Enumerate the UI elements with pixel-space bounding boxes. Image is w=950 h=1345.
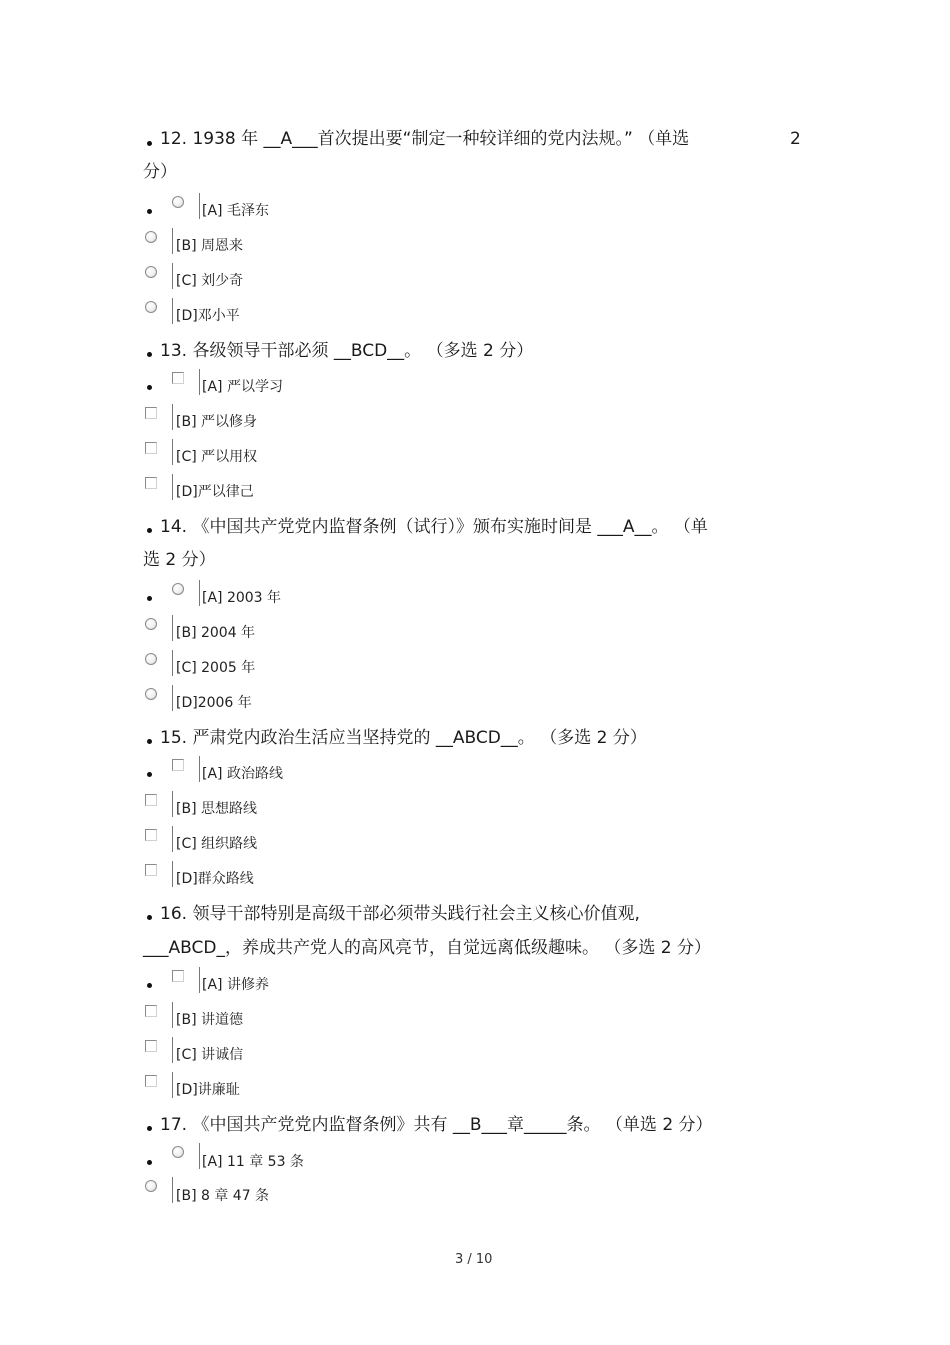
option-q12-b-label: [B] 周恩来 <box>176 238 243 254</box>
option-divider <box>172 439 173 465</box>
radio-q12-b[interactable] <box>145 231 157 243</box>
checkbox-q13-a[interactable] <box>172 372 184 384</box>
radio-q12-c[interactable] <box>145 266 157 278</box>
option-q15-b-label: [B] 思想路线 <box>176 801 257 817</box>
checkbox-q16-b[interactable] <box>145 1005 157 1017</box>
question-16-text: 16. 领导干部特别是高级干部必须带头践行社会主义核心价值观, <box>160 904 640 924</box>
list-bullet <box>147 352 152 357</box>
option-divider <box>172 615 173 641</box>
question-14-text: 14. 《中国共产党党内监督条例（试行）》颁布实施时间是 ___A__。 （单 <box>160 517 708 537</box>
question-17-text: 17. 《中国共产党党内监督条例》共有 __B___章_____条。 （单选 2 分） <box>160 1115 713 1135</box>
question-14-text-line2: 选 2 分） <box>143 550 216 570</box>
option-divider <box>172 650 173 676</box>
option-divider <box>199 369 200 395</box>
option-q12-d-label: [D]邓小平 <box>176 308 240 324</box>
list-bullet <box>147 1126 152 1131</box>
question-13-text: 13. 各级领导干部必须 __BCD__。 （多选 2 分） <box>160 341 534 361</box>
radio-q14-a[interactable] <box>172 583 184 595</box>
option-q16-d-label: [D]讲廉耻 <box>176 1082 240 1098</box>
option-q13-d-label: [D]严以律己 <box>176 484 254 500</box>
list-bullet <box>147 739 152 744</box>
option-divider <box>172 826 173 852</box>
question-16-text-line2: ___ABCD_，养成共产党人的高风亮节，自觉远离低级趣味。 （多选 2 分） <box>143 938 711 958</box>
option-divider <box>172 791 173 817</box>
option-divider <box>172 1177 173 1203</box>
option-divider <box>172 861 173 887</box>
option-q14-d-label: [D]2006 年 <box>176 695 252 711</box>
option-divider <box>172 1072 173 1098</box>
option-q15-a-label: [A] 政治路线 <box>202 766 283 782</box>
checkbox-q16-c[interactable] <box>145 1040 157 1052</box>
radio-q14-d[interactable] <box>145 688 157 700</box>
radio-q17-a[interactable] <box>172 1146 184 1158</box>
option-q17-b-label: [B] 8 章 47 条 <box>176 1188 270 1204</box>
option-q12-a-label: [A] 毛泽东 <box>202 203 269 219</box>
list-bullet <box>147 528 152 533</box>
checkbox-q13-b[interactable] <box>145 407 157 419</box>
radio-q14-c[interactable] <box>145 653 157 665</box>
option-q16-a-label: [A] 讲修养 <box>202 977 269 993</box>
option-q16-c-label: [C] 讲诚信 <box>176 1047 244 1063</box>
option-divider <box>172 298 173 324</box>
option-divider <box>172 263 173 289</box>
checkbox-q15-b[interactable] <box>145 794 157 806</box>
checkbox-q13-c[interactable] <box>145 442 157 454</box>
option-q16-b-label: [B] 讲道德 <box>176 1012 243 1028</box>
radio-q14-b[interactable] <box>145 618 157 630</box>
option-divider <box>199 967 200 993</box>
option-q15-d-label: [D]群众路线 <box>176 871 254 887</box>
checkbox-q15-d[interactable] <box>145 864 157 876</box>
page-number: 3 / 10 <box>455 1252 493 1267</box>
option-q15-c-label: [C] 组织路线 <box>176 836 258 852</box>
list-bullet <box>147 1160 152 1165</box>
list-bullet <box>147 772 152 777</box>
option-q14-c-label: [C] 2005 年 <box>176 660 256 676</box>
option-q13-c-label: [C] 严以用权 <box>176 449 258 465</box>
list-bullet <box>147 596 152 601</box>
option-divider <box>199 193 200 219</box>
list-bullet <box>147 141 152 146</box>
option-divider <box>199 580 200 606</box>
option-q13-a-label: [A] 严以学习 <box>202 379 283 395</box>
option-divider <box>199 756 200 782</box>
radio-q12-a[interactable] <box>172 196 184 208</box>
option-q13-b-label: [B] 严以修身 <box>176 414 257 430</box>
option-divider <box>199 1143 200 1169</box>
question-12-score: 2 <box>790 129 801 149</box>
option-q14-b-label: [B] 2004 年 <box>176 625 256 641</box>
checkbox-q13-d[interactable] <box>145 477 157 489</box>
list-bullet <box>147 385 152 390</box>
checkbox-q16-d[interactable] <box>145 1075 157 1087</box>
question-15-text: 15. 严肃党内政治生活应当坚持党的 __ABCD__。 （多选 2 分） <box>160 728 647 748</box>
radio-q12-d[interactable] <box>145 301 157 313</box>
list-bullet <box>147 983 152 988</box>
checkbox-q15-c[interactable] <box>145 829 157 841</box>
option-q17-a-label: [A] 11 章 53 条 <box>202 1154 304 1170</box>
list-bullet <box>147 209 152 214</box>
option-divider <box>172 228 173 254</box>
list-bullet <box>147 915 152 920</box>
option-divider <box>172 1002 173 1028</box>
option-q14-a-label: [A] 2003 年 <box>202 590 282 606</box>
question-12-text: 12. 1938 年 __A___首次提出要“制定一种较详细的党内法规。” （单选 <box>160 129 690 149</box>
option-divider <box>172 474 173 500</box>
option-q12-c-label: [C] 刘少奇 <box>176 273 244 289</box>
option-divider <box>172 1037 173 1063</box>
option-divider <box>172 685 173 711</box>
checkbox-q15-a[interactable] <box>172 759 184 771</box>
radio-q17-b[interactable] <box>145 1180 157 1192</box>
option-divider <box>172 404 173 430</box>
question-12-text-line2: 分） <box>143 162 177 182</box>
checkbox-q16-a[interactable] <box>172 970 184 982</box>
